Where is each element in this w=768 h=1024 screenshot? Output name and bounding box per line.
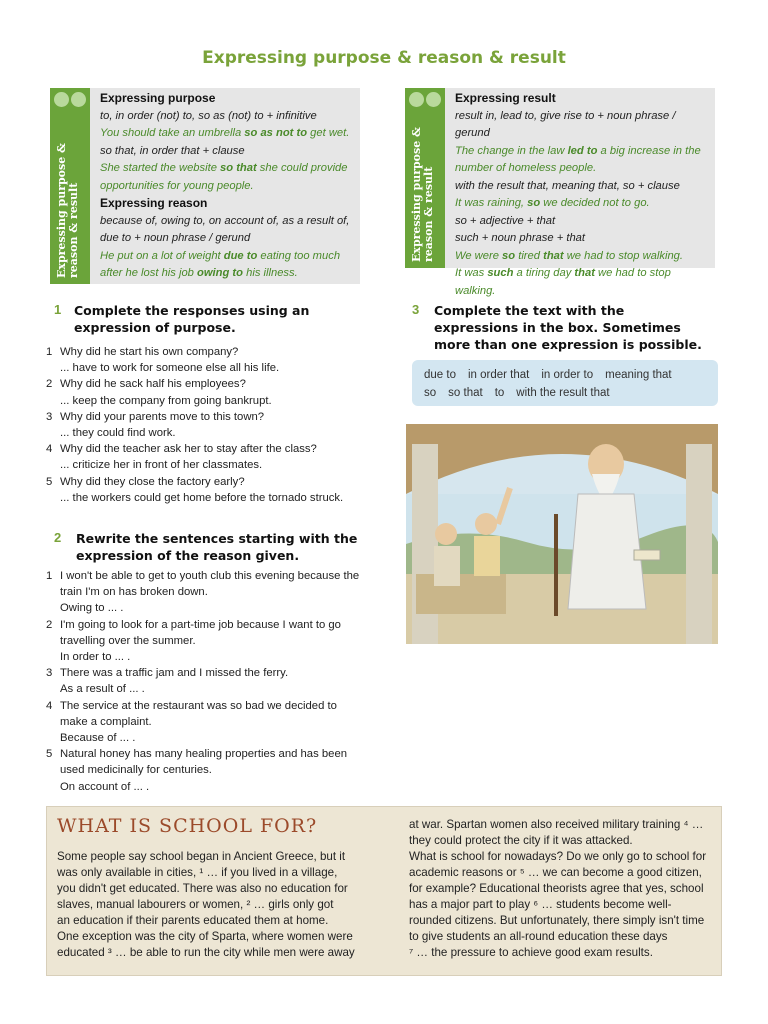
- exercise-item: [46, 698, 362, 747]
- exercise-2: [46, 530, 362, 795]
- rule-text: so + adjective + that: [455, 214, 556, 227]
- item-number: 4: [46, 699, 53, 712]
- side-label: Expressing purpose & reason & result: [410, 127, 435, 262]
- exercise-heading: Rewrite the sentences starting with the expression of the reason given.: [76, 531, 358, 563]
- reading-line: you didn't get educated. There was also no education for: [57, 882, 348, 895]
- item-response: ... keep the company from going bankrupt.: [60, 394, 272, 407]
- heading-expressing-result: Expressing result: [455, 91, 556, 105]
- example-text: The change in the law led to a big increase in the number of homeless people.: [455, 144, 701, 174]
- reading-line: ⁷ … the pressure to achieve good exam results.: [409, 946, 653, 959]
- exercise-3: [410, 302, 710, 353]
- example-text: It was raining, so we decided not to go.: [455, 197, 650, 209]
- exercise-number: 2: [54, 530, 62, 545]
- item-sentence: Natural honey has many healing properties and has been used medicinally for centuries.: [60, 748, 348, 777]
- exercise-number: 3: [412, 302, 420, 317]
- reading-line: slaves, manual labourers or women, ² … girls only got: [57, 898, 334, 911]
- exercise-item: [46, 441, 366, 473]
- heading-expressing-reason: Expressing reason: [100, 196, 208, 210]
- item-sentence: The service at the restaurant was so bad we decided to make a complaint.: [60, 699, 337, 728]
- reading-line: to give students an all-round education these days: [409, 930, 668, 943]
- grammar-box-purpose-reason: [50, 88, 360, 284]
- exercise-item: [46, 617, 362, 666]
- reading-line: has a major part to play ⁶ … students become well-: [409, 898, 672, 911]
- rule-text: such + noun phrase + that: [455, 232, 585, 244]
- word-box-item: in order to: [541, 369, 594, 381]
- exercise-items: [46, 568, 362, 795]
- item-question: Why did the teacher ask her to stay after the class?: [60, 443, 317, 456]
- exercise-heading: Complete the text with the expressions in the box. Sometimes more than one expression is possible.: [434, 303, 702, 352]
- exercise-items: [46, 344, 366, 506]
- reading-line: at war. Spartan women also received military training ⁴ …: [409, 818, 704, 831]
- item-number: 2: [46, 378, 53, 391]
- item-number: 3: [46, 667, 53, 680]
- item-number: 3: [46, 410, 53, 423]
- item-prompt: On account of ... .: [60, 780, 150, 793]
- word-box-item: in order that: [467, 369, 530, 381]
- word-box-item: with the result that: [516, 387, 610, 399]
- word-box-item: meaning that: [605, 369, 672, 381]
- reading-line: What is school for nowadays? Do we only go to school for: [409, 850, 707, 863]
- word-box-item: so: [424, 387, 437, 399]
- illustration-greek-teacher: [406, 424, 718, 644]
- item-response: ... they could find work.: [60, 427, 176, 440]
- reading-line: they could protect the city if it was attacked.: [409, 834, 633, 847]
- rule-text: result in, lead to, give rise to + noun phrase / gerund: [455, 109, 676, 139]
- reading-section: [46, 806, 722, 976]
- exercise-heading: Complete the responses using an expression of purpose.: [74, 303, 310, 335]
- item-number: 1: [46, 570, 53, 582]
- word-box-item: due to: [424, 369, 456, 381]
- reading-right-column: [409, 817, 715, 961]
- item-number: 1: [46, 346, 53, 358]
- page-title: Expressing purpose & reason & result: [202, 48, 566, 68]
- item-prompt: As a result of ... .: [60, 683, 145, 696]
- item-prompt: Because of ... .: [60, 732, 136, 745]
- exercise-item: [46, 665, 362, 697]
- side-label: Expressing purpose & reason & result: [55, 143, 80, 278]
- exercise-item: [46, 568, 362, 617]
- exercise-item: [46, 376, 366, 408]
- word-box-item: to: [494, 387, 505, 399]
- example-text: He put on a lot of weight due to eating too much after he lost his job owing to his illness.: [100, 249, 341, 279]
- word-box: [412, 360, 718, 406]
- item-response: ... the workers could get home before the tornado struck.: [60, 491, 344, 504]
- grammar-box-result: [405, 88, 715, 297]
- rule-text: with the result that, meaning that, so + clause: [455, 179, 680, 192]
- example-text: We were so tired that we had to stop walking.: [455, 249, 684, 262]
- reading-line: an education if their parents educated them at home.: [57, 914, 329, 927]
- word-box-row: [424, 384, 706, 402]
- item-question: Why did he start his own company?: [60, 346, 239, 358]
- heading-expressing-purpose: Expressing purpose: [100, 91, 216, 105]
- reading-line: Some people say school began in Ancient Greece, but it: [57, 850, 346, 863]
- decorative-dots: [407, 92, 445, 108]
- reading-line: was only available in cities, ¹ … if you lived in a village,: [57, 866, 338, 879]
- exercise-item: [46, 746, 362, 795]
- example-text: It was such a tiring day that we had to stop walking.: [455, 267, 671, 297]
- item-question: Why did your parents move to this town?: [60, 410, 265, 423]
- item-number: 4: [46, 443, 53, 456]
- item-response: ... criticize her in front of her classmates.: [60, 459, 263, 472]
- reading-left-column: [57, 849, 387, 961]
- rule-text: because of, owing to, on account of, as a result of, due to + noun phrase / gerund: [100, 214, 350, 244]
- exercise-item: [46, 474, 366, 506]
- grammar-box-side-bar: [405, 88, 445, 268]
- item-prompt: Owing to ... .: [60, 602, 124, 615]
- reading-line: rounded citizens. But unfortunately, there simply isn't time: [409, 914, 705, 927]
- item-number: 5: [46, 748, 53, 761]
- rule-text: so that, in order that + clause: [100, 144, 245, 157]
- illustration-image: [406, 424, 718, 644]
- exercise-item: [46, 344, 366, 376]
- word-box-item: so that: [448, 387, 483, 399]
- item-question: Why did he sack half his employees?: [60, 378, 246, 391]
- item-sentence: I'm going to look for a part-time job because I want to go travelling over the summer.: [60, 618, 341, 647]
- item-number: 5: [46, 475, 53, 488]
- exercise-1: [46, 302, 366, 506]
- rule-text: to, in order (not) to, so as (not) to + infinitive: [100, 109, 317, 122]
- reading-line: for example? Educational theorists agree that yes, school: [409, 882, 704, 895]
- reading-line: educated ³ … be able to run the city while men were away: [57, 946, 355, 959]
- reading-line: One exception was the city of Sparta, where women were: [57, 930, 353, 943]
- exercise-number: 1: [54, 302, 62, 317]
- example-text: You should take an umbrella so as not to get wet.: [100, 127, 350, 139]
- exercise-item: [46, 409, 366, 441]
- item-question: Why did they close the factory early?: [60, 475, 245, 488]
- reading-line: academic reasons or ⁵ … we can become a good citizen,: [409, 866, 702, 879]
- item-number: 2: [46, 618, 53, 631]
- item-prompt: In order to ... .: [60, 651, 131, 664]
- example-text: She started the website so that she could provide opportunities for young people.: [100, 162, 348, 192]
- grammar-box-side-bar: [50, 88, 90, 284]
- item-sentence: There was a traffic jam and I missed the ferry.: [60, 667, 289, 680]
- item-sentence: I won't be able to get to youth club this evening because the train I'm on has broken down.: [60, 570, 360, 599]
- word-box-row: [424, 366, 706, 384]
- grammar-box-content: [100, 90, 356, 283]
- decorative-dots: [52, 92, 90, 108]
- grammar-box-content: [455, 90, 711, 300]
- reading-title: WHAT IS SCHOOL FOR?: [57, 815, 318, 837]
- item-response: ... have to work for someone else all his life.: [60, 362, 280, 375]
